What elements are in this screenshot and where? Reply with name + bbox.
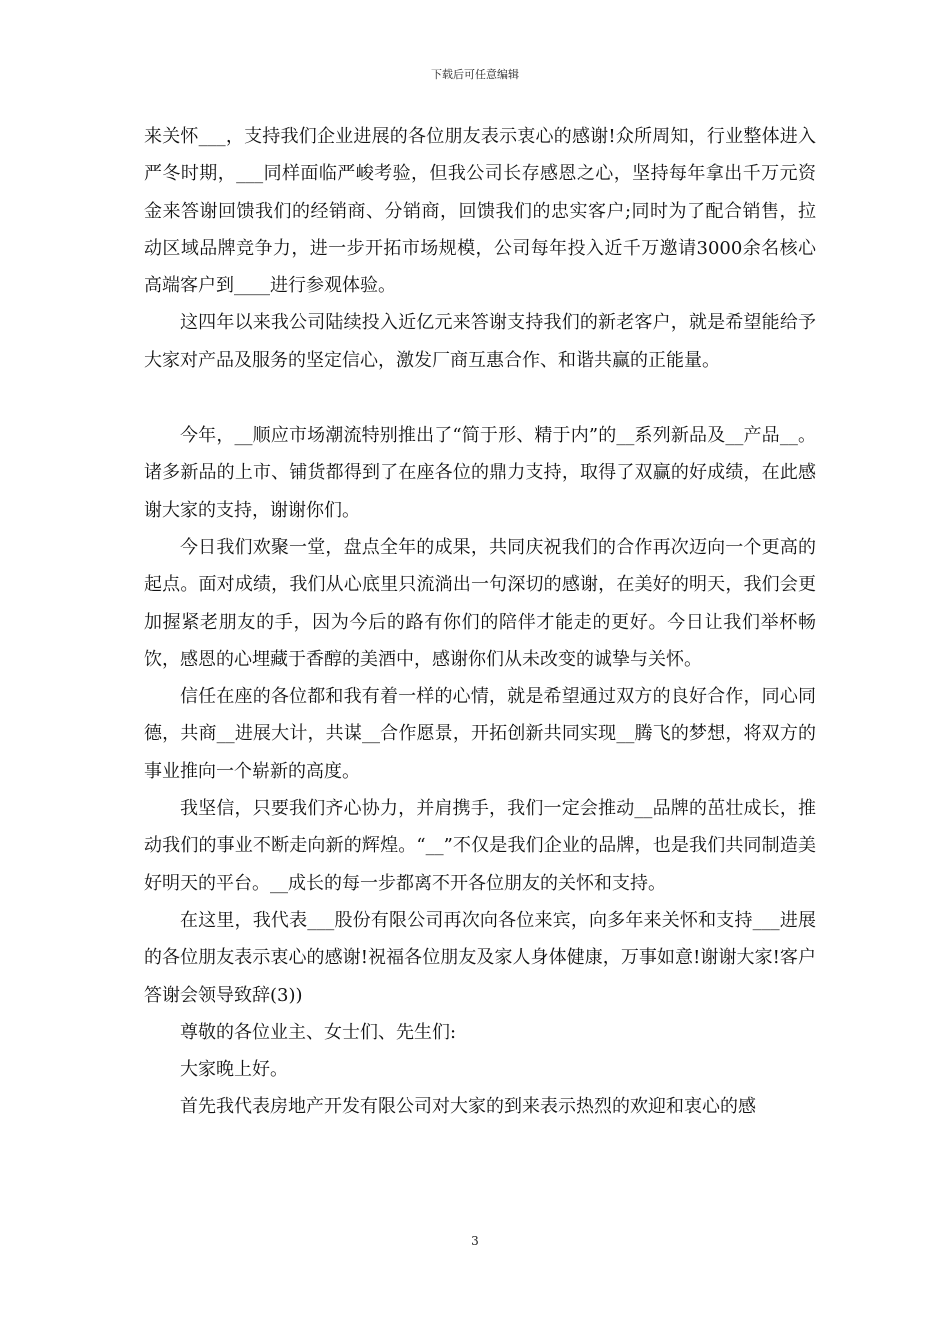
- paragraph-4: 今日我们欢聚一堂，盘点全年的成果，共同庆祝我们的合作再次迈向一个更高的起点。面对成绩，我们从心底里只流淌出一句深切的感谢，在美好的明天，我们会更加握紧老朋友的手，因为今后的路有你们的陪伴才能走的更好。今日让我们举杯畅饮，感恩的心埋藏于香醇的美酒中，感谢你们从未改变的诚挚与关怀。: [144, 536, 816, 670]
- paragraph-1: 来关怀___，支持我们企业进展的各位朋友表示衷心的感谢!众所周知，行业整体进入严冬时期，___同样面临严峻考验，但我公司长存感恩之心，坚持每年拿出千万元资金来答谢回馈我们的经销商、分销商，回馈我们的忠实客户;同时为了配合销售，拉动区域品牌竞争力，进一步开拓市场规模，公司每年投入近千万邀请3000余名核心高端客户到____进行参观体验。: [144, 126, 816, 297]
- page-number: 3: [471, 1234, 479, 1248]
- paragraph-3: 今年，__顺应市场潮流特别推出了“简于形、精于内”的__系列新品及__产品__。诸多新品的上市、铺货都得到了在座各位的鼎力支持，取得了双赢的好成绩，在此感谢大家的支持，谢谢你们。: [144, 425, 816, 521]
- paragraph-10: 首先我代表房地产开发有限公司对大家的到来表示热烈的欢迎和衷心的感: [180, 1096, 756, 1118]
- greeting: 大家晚上好。: [180, 1059, 288, 1081]
- paragraph-6: 我坚信，只要我们齐心协力，并肩携手，我们一定会推动__品牌的茁壮成长，推动我们的事业不断走向新的辉煌。“__”不仅是我们企业的品牌，也是我们共同制造美好明天的平台。__成长的每一步都离不开各位朋友的关怀和支持。: [144, 798, 816, 894]
- salutation: 尊敬的各位业主、女士们、先生们:: [180, 1021, 457, 1043]
- paragraph-7: 在这里，我代表___股份有限公司再次向各位来宾，向多年来关怀和支持___进展的各位朋友表示衷心的感谢!祝福各位朋友及家人身体健康，万事如意!谢谢大家!客户答谢会领导致辞(3)): [144, 909, 816, 1006]
- paragraph-5: 信任在座的各位都和我有着一样的心情，就是希望通过双方的良好合作，同心同德，共商__进展大计，共谋__合作愿景，开拓创新共同实现__腾飞的梦想，将双方的事业推向一个崭新的高度。: [144, 686, 816, 782]
- page-header: 下载后可任意编辑: [431, 68, 519, 81]
- document-body: [144, 118, 816, 1126]
- paragraph-2: 这四年以来我公司陆续投入近亿元来答谢支持我们的新老客户，就是希望能给予大家对产品及服务的坚定信心，激发厂商互惠合作、和谐共赢的正能量。: [144, 312, 816, 371]
